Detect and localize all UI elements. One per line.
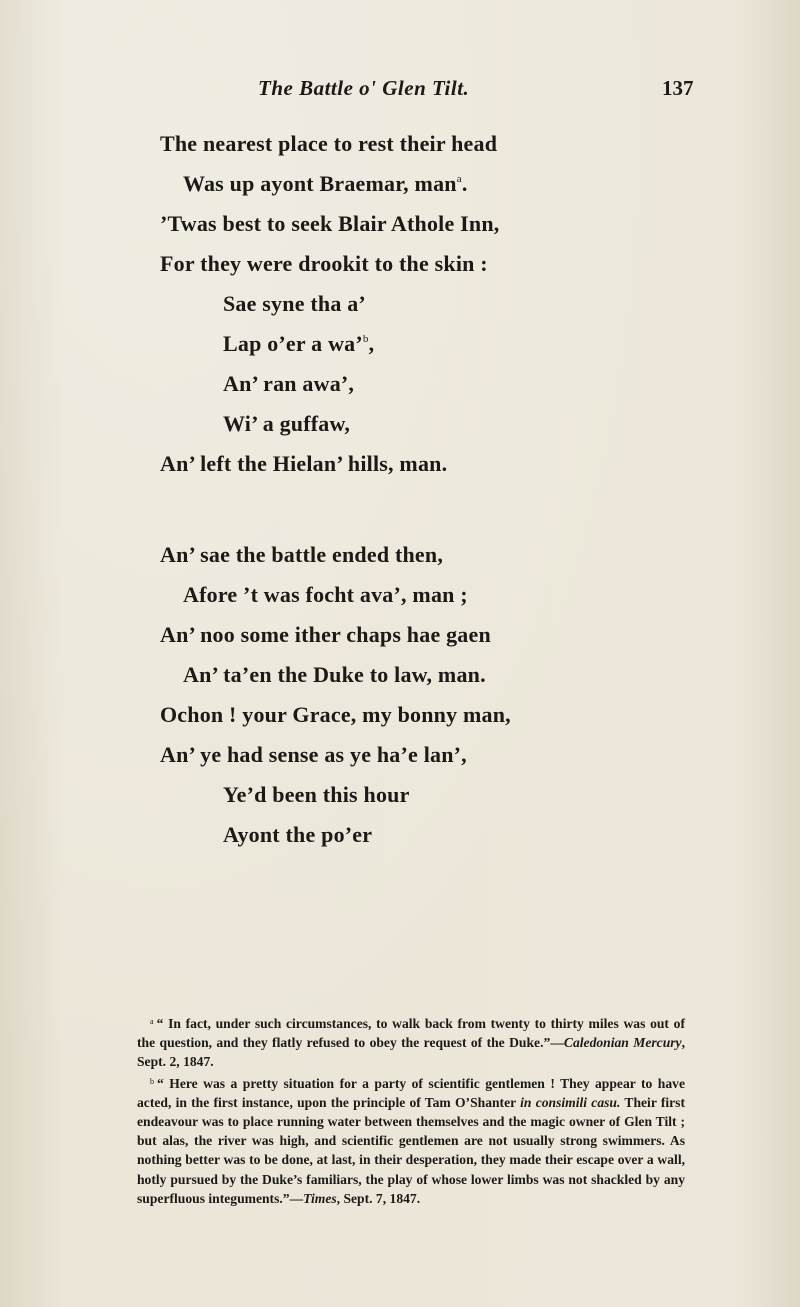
verse-line: For they were drookit to the skin :	[160, 251, 488, 276]
verse-line: An’ sae the battle ended then,	[160, 542, 444, 567]
footnote-source: Times	[303, 1190, 337, 1206]
verse-line: Lap o’er a wa’$^b$,	[223, 331, 375, 356]
footnote-b: $^b$ “ Here was a pretty situation for a party of scientific gentlemen ! They appear to have acted, in the first instance, upon the principle of Tam O’Shanter in consimili casu. Their first endeavour was to place running water between themselves and the magic owner of Glen Tilt ; but alas, the river was high, and scientific gentlemen are not usually strong swimmers. As nothing better was to be done, at last, in their desperation, they made their escape over a wall, hotly pursued by the Duke’s familiars, the play of whose lower limbs was not shackled by any superfluous integuments.”—Times, Sept. 7, 1847.	[137, 1075, 685, 1206]
verse-line: Was up ayont Braemar, man$^a$.	[183, 171, 468, 196]
verse-line: The nearest place to rest their head	[160, 131, 498, 156]
verse-line: An’ left the Hielan’ hills, man.	[160, 451, 448, 476]
footnote-source: Caledonian Mercury	[563, 1035, 682, 1051]
footnote-mark: a	[150, 1017, 154, 1026]
footnote-ref: a	[456, 173, 462, 185]
footnote-ref: b	[362, 333, 369, 345]
verse-line: Wi’ a guffaw,	[223, 411, 351, 436]
verse-line: Ayont the po’er	[223, 822, 373, 847]
verse-line: An’ ran awa’,	[223, 371, 355, 396]
verse-line: Ye’d been this hour	[223, 782, 410, 807]
verse-line: An’ ta’en the Duke to law, man.	[183, 662, 486, 687]
page-number: 137	[662, 76, 694, 100]
running-head	[0, 76, 800, 106]
footnote-a: $^a$ “ In fact, under such circumstances, to walk back from twenty to thirty miles was out of the question, and they flatly refused to obey the request of the Duke.”—Caledonian Mercury, Sept. 2, 1847.	[137, 1016, 685, 1070]
verse-line: An’ noo some ither chaps hae gaen	[160, 622, 491, 647]
verse-line: ’Twas best to seek Blair Athole Inn,	[160, 211, 500, 236]
verse-line: Ochon ! your Grace, my bonny man,	[160, 702, 511, 727]
verse-line: Sae syne tha a’	[223, 291, 366, 316]
verse-line: An’ ye had sense as ye ha’e lan’,	[160, 742, 467, 767]
footnotes	[137, 1012, 685, 1208]
footnote-latin-phrase: in consimili casu.	[520, 1094, 621, 1110]
running-title: The Battle o' Glen Tilt.	[258, 76, 470, 100]
verse-line: Afore ’t was focht ava’, man ;	[183, 582, 468, 607]
footnote-mark: b	[150, 1076, 154, 1086]
